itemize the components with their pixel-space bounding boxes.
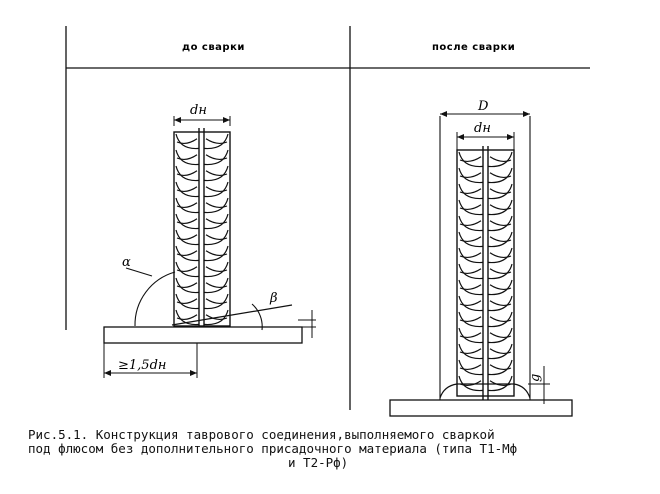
rebar-rib [177, 219, 197, 224]
rebar-rib [176, 134, 199, 149]
rebar-rib [204, 198, 228, 213]
rebar-rib [177, 139, 197, 144]
rebar-rib [460, 333, 481, 338]
rebar-rib [460, 381, 481, 386]
rebar-rib [460, 189, 481, 194]
rebar-rib [459, 296, 483, 311]
rebar-rib [488, 152, 512, 167]
rebar-rib [176, 294, 199, 309]
caption-line-2: под флюсом без дополнительного присадочного материала (типа Т1-Мф [28, 441, 518, 456]
rebar-rib [177, 187, 197, 192]
rebar-rib [490, 317, 511, 322]
rebar-rib [177, 299, 197, 304]
rebar-rib [459, 264, 483, 279]
rebar-rib [204, 182, 228, 197]
rebar-rib [488, 328, 512, 343]
rebar-rib [459, 344, 483, 359]
beta-arc [252, 304, 262, 330]
arrow-left [104, 370, 111, 376]
rebar-rib [206, 251, 227, 256]
alpha-label: α [122, 255, 131, 270]
rebar-rib [460, 301, 481, 306]
rebar-rib [460, 237, 481, 242]
rebar-rib [177, 171, 197, 176]
rebar-rib [490, 333, 511, 338]
rebar-rib [460, 253, 481, 258]
rebar-rib [206, 155, 227, 160]
rebar-rib [204, 150, 228, 165]
rebar-rib [459, 248, 483, 263]
rebar-rib [490, 269, 511, 274]
rebar-after [457, 146, 514, 400]
rebar-rib [490, 285, 511, 290]
rebar-rib [176, 166, 199, 181]
figure-caption [28, 428, 648, 470]
caption-line-1: Рис.5.1. Конструкция таврового соединения,выполняемого сваркой [28, 427, 495, 442]
header-after: после сварки [432, 42, 516, 53]
rebar-rib [490, 301, 511, 306]
min-length-label: ≥1,5dн [118, 358, 167, 373]
rebar-rib [177, 283, 197, 288]
rebar-rib [488, 376, 512, 391]
rebar-rib [176, 278, 199, 293]
rebar-rib [206, 203, 227, 208]
rebar-rib [460, 221, 481, 226]
rebar-rib [459, 280, 483, 295]
rebar-rib [204, 262, 228, 277]
rebar-rib [490, 173, 511, 178]
rebar-rib [206, 187, 227, 192]
rebar-rib [459, 312, 483, 327]
rebar-rib [460, 349, 481, 354]
rebar-rib [459, 200, 483, 215]
D-label: D [478, 99, 489, 114]
rebar-rib [204, 230, 228, 245]
rebar-rib [459, 152, 483, 167]
rebar-rib [204, 278, 228, 293]
g-label: g [528, 373, 543, 382]
rebar-rib [459, 168, 483, 183]
rebar-rib [490, 237, 511, 242]
rebar-rib [206, 283, 227, 288]
rebar-rib [490, 365, 511, 370]
rebar-rib [488, 184, 512, 199]
rebar-rib [460, 365, 481, 370]
rebar-rib [177, 315, 197, 320]
rebar-rib [488, 296, 512, 311]
rebar-rib [490, 349, 511, 354]
rebar-rib [488, 264, 512, 279]
rebar-rib [176, 230, 199, 245]
rebar-rib [206, 171, 227, 176]
rebar-rib [206, 139, 227, 144]
alpha-arc [135, 272, 175, 326]
rebar-rib [206, 235, 227, 240]
rebar-rib [204, 294, 228, 309]
rebar-rib [459, 328, 483, 343]
rebar-rib [488, 168, 512, 183]
beta-label: β [270, 291, 278, 306]
rebar-rib [176, 150, 199, 165]
rebar-rib [460, 205, 481, 210]
arrow-right [190, 370, 197, 376]
rebar-rib [488, 344, 512, 359]
rebar-rib [206, 299, 227, 304]
rebar-rib [488, 248, 512, 263]
rebar-rib [177, 267, 197, 272]
rebar-rib [488, 200, 512, 215]
base-plate-before [104, 327, 302, 343]
rebar-rib [177, 251, 197, 256]
rebar-rib [490, 221, 511, 226]
rebar-rib [490, 253, 511, 258]
rebar-rib [176, 214, 199, 229]
rebar-before [174, 128, 230, 326]
rebar-rib [490, 205, 511, 210]
rebar-rib [204, 214, 228, 229]
rebar-rib [488, 312, 512, 327]
rebar-rib [490, 189, 511, 194]
rebar-rib [459, 232, 483, 247]
rebar-rib [459, 184, 483, 199]
caption-line-3: и Т2-Рф) [288, 455, 349, 470]
rebar-rib [459, 216, 483, 231]
rebar-rib [204, 246, 228, 261]
dn-label-after: dн [474, 121, 491, 136]
rebar-rib [488, 216, 512, 231]
base-plate-after [390, 400, 572, 416]
rebar-rib [177, 155, 197, 160]
rebar-rib [490, 157, 511, 162]
rebar-rib [177, 203, 197, 208]
rebar-rib [204, 134, 228, 149]
rebar-rib [206, 267, 227, 272]
rebar-rib [177, 235, 197, 240]
rebar-rib [460, 317, 481, 322]
rebar-rib [460, 269, 481, 274]
rebar-rib [488, 280, 512, 295]
rebar-rib [176, 262, 199, 277]
rebar-rib [176, 198, 199, 213]
rebar-rib [488, 360, 512, 375]
rebar-rib [176, 246, 199, 261]
rebar-rib [460, 173, 481, 178]
rebar-rib [460, 285, 481, 290]
rebar-rib [459, 376, 483, 391]
rebar-rib [459, 360, 483, 375]
rebar-rib [488, 232, 512, 247]
rebar-rib [176, 182, 199, 197]
rebar-rib [206, 219, 227, 224]
dn-label-before: dн [190, 103, 207, 118]
rebar-rib [204, 166, 228, 181]
rebar-rib [460, 157, 481, 162]
header-before: до сварки [182, 42, 245, 53]
rebar-rib [490, 381, 511, 386]
